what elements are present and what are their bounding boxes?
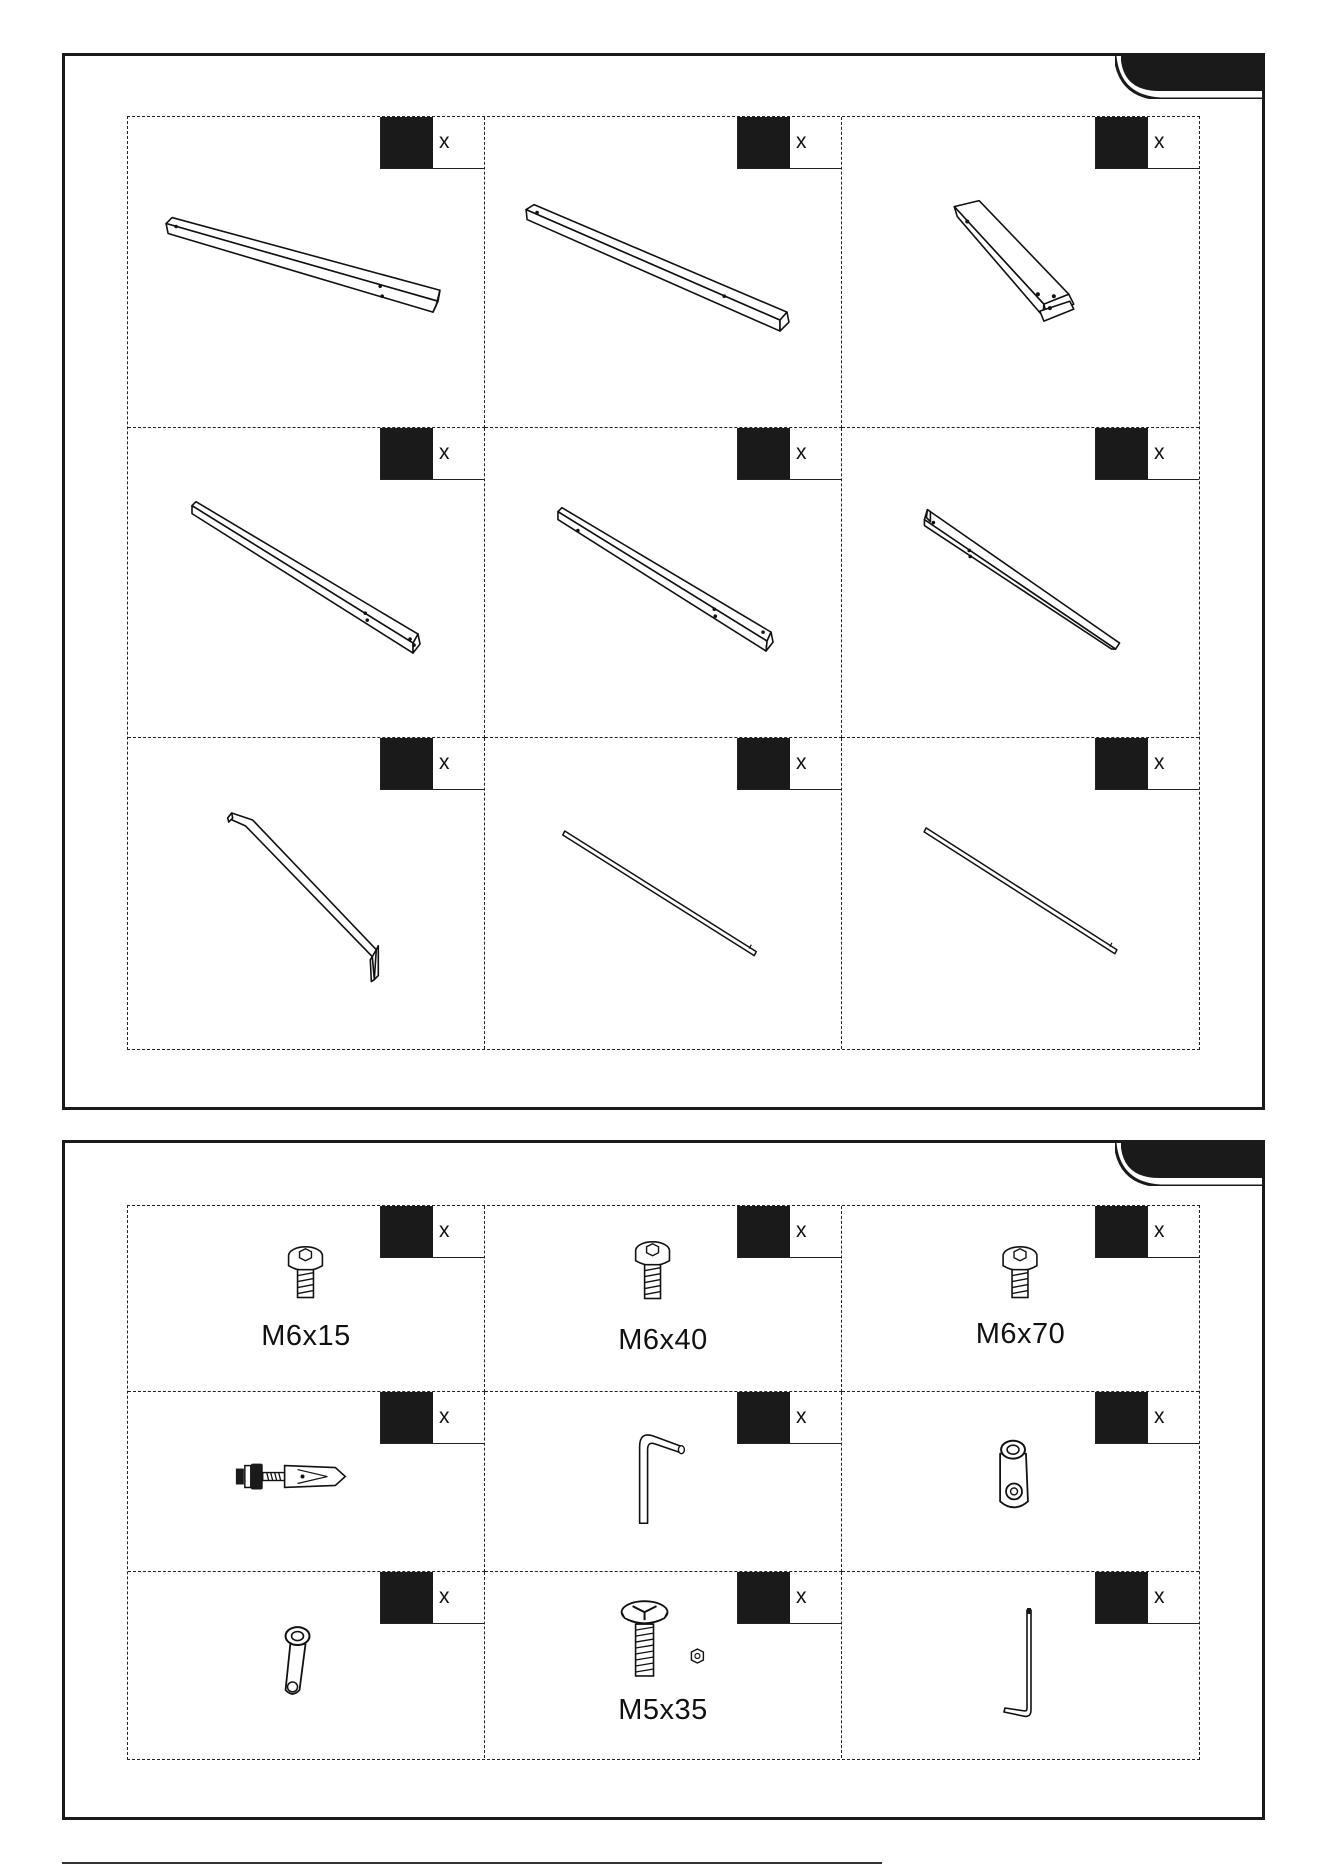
parts-panel <box>62 53 1265 1110</box>
hardware-cell-2 <box>485 1206 842 1392</box>
part-cell-3 <box>842 117 1199 428</box>
quantity-label: x <box>439 1585 450 1608</box>
quantity-label: x <box>796 1585 807 1608</box>
quantity-label: x <box>1154 1405 1165 1428</box>
quantity-label: x <box>439 1219 450 1242</box>
quantity-label: x <box>439 1405 450 1428</box>
hardware-cell-7 <box>128 1572 485 1758</box>
cross-head-screw-and-nut-icon <box>485 1572 841 1758</box>
hex-socket-bolt-icon <box>842 1206 1199 1391</box>
section-tab <box>1115 53 1265 99</box>
quantity-label: x <box>1154 440 1165 464</box>
quantity-label: x <box>796 440 807 464</box>
hardware-cell-4 <box>128 1392 485 1572</box>
part-cell-2 <box>485 117 842 428</box>
hex-socket-bolt-icon <box>128 1206 484 1391</box>
small-allen-key-icon <box>842 1572 1199 1758</box>
quantity-label: x <box>796 1405 807 1428</box>
bolt-size-label: M6x40 <box>618 1324 708 1356</box>
part-cell-1 <box>128 117 485 428</box>
short-bracket-icon <box>842 117 1199 427</box>
hardware-cell-8 <box>485 1572 842 1758</box>
quantity-label: x <box>1154 130 1165 153</box>
wall-anchor-bolt-icon <box>128 1392 484 1571</box>
quantity-label: x <box>439 130 450 153</box>
hardware-cell-1 <box>128 1206 485 1392</box>
hardware-cell-9 <box>842 1572 1199 1758</box>
hardware-cell-5 <box>485 1392 842 1572</box>
part-cell-7 <box>128 738 485 1049</box>
diagonal-brace-icon <box>128 738 484 1049</box>
thin-rod-icon <box>842 738 1199 1049</box>
angle-bar-right-icon <box>842 428 1199 738</box>
part-cell-6 <box>842 428 1199 739</box>
footer-rule <box>62 1862 882 1864</box>
thin-rod-icon <box>485 738 841 1049</box>
hardware-panel <box>62 1140 1265 1820</box>
hardware-cell-6 <box>842 1392 1199 1572</box>
part-cell-5 <box>485 428 842 739</box>
long-angle-rail-icon <box>128 117 484 427</box>
angle-bar-left-icon <box>128 428 484 738</box>
bolt-size-label: M6x15 <box>261 1320 351 1352</box>
quantity-label: x <box>1154 1585 1165 1608</box>
long-channel-rail-icon <box>485 117 841 427</box>
quantity-label: x <box>796 130 807 153</box>
quantity-label: x <box>439 440 450 464</box>
hex-socket-bolt-icon <box>485 1206 841 1391</box>
large-allen-key-icon <box>485 1392 841 1571</box>
section-tab <box>1115 1140 1265 1186</box>
quantity-label: x <box>1154 1219 1165 1242</box>
screw-size-label: M5x35 <box>618 1694 708 1726</box>
parts-grid <box>127 116 1200 1050</box>
quantity-label: x <box>1154 751 1165 775</box>
bolt-size-label: M6x70 <box>975 1318 1066 1350</box>
part-cell-9 <box>842 738 1199 1049</box>
angle-bar-center-icon <box>485 428 841 738</box>
hardware-cell-3 <box>842 1206 1199 1392</box>
part-cell-8 <box>485 738 842 1049</box>
quantity-label: x <box>439 751 450 775</box>
part-cell-4 <box>128 428 485 739</box>
hardware-grid <box>127 1205 1200 1760</box>
quantity-label: x <box>796 1219 807 1242</box>
eye-bracket-icon <box>842 1392 1199 1571</box>
swivel-link-icon <box>128 1572 484 1758</box>
quantity-label: x <box>796 751 807 775</box>
